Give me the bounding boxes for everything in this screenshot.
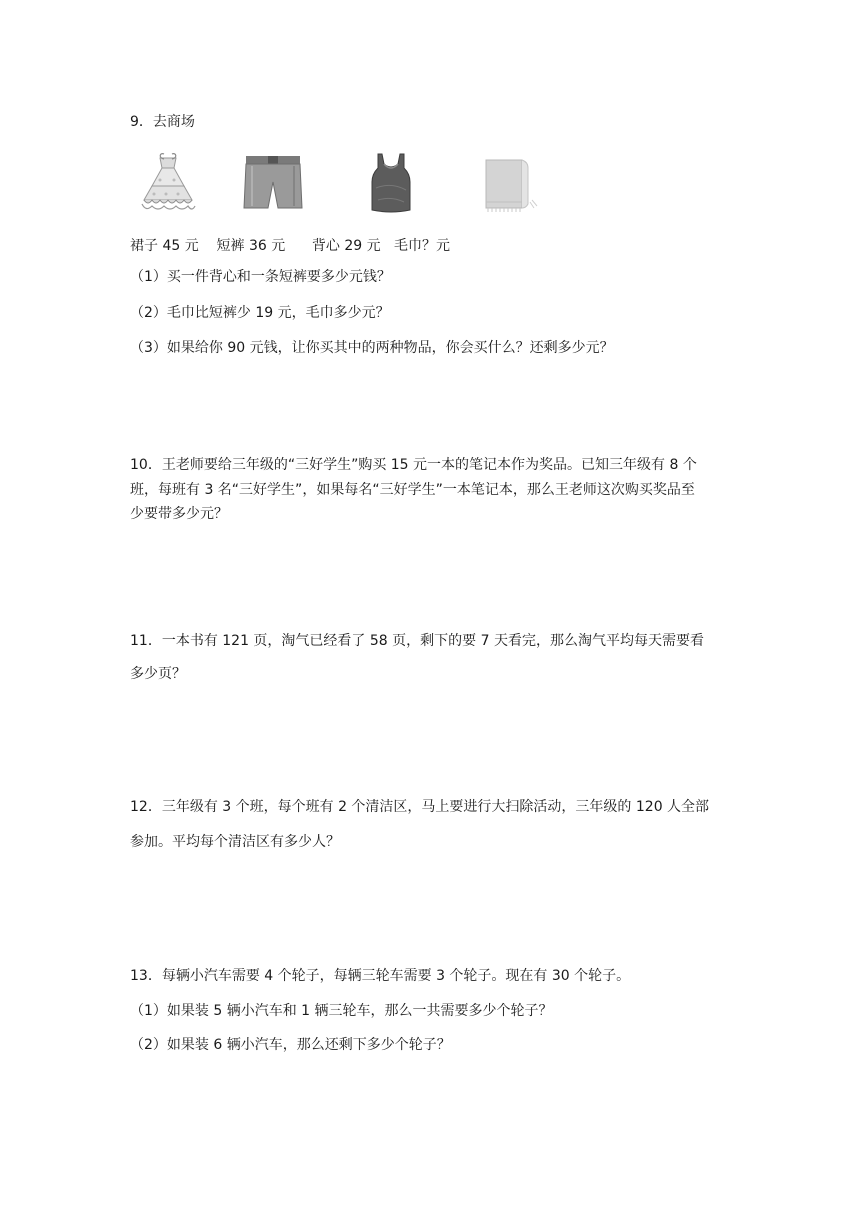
q13-title: 13．每辆小汽车需要 4 个轮子，每辆三轮车需要 3 个轮子。现在有 30 个轮子。: [130, 968, 631, 984]
towel-icon: [480, 152, 540, 216]
q11-line1: 11．一本书有 121 页，淘气已经看了 58 页，剩下的要 7 天看完，那么淘气平均每天需要看: [130, 633, 704, 649]
q9-sub1: （1）买一件背心和一条短裤要多少元钱？: [130, 269, 391, 285]
q10-line3: 少要带多少元？: [130, 506, 228, 522]
q9-sub3: （3）如果给你 90 元钱，让你买其中的两种物品，你会买什么？还剩多少元？: [130, 340, 614, 356]
product-pictures: [138, 152, 558, 220]
q13-sub1: （1）如果装 5 辆小汽车和 1 辆三轮车，那么一共需要多少个轮子？: [130, 1003, 553, 1019]
skirt-icon: [138, 152, 198, 216]
q9-title: 9．去商场: [130, 114, 195, 130]
q11-line2: 多少页？: [130, 666, 186, 682]
q9-sub2: （2）毛巾比短裤少 19 元，毛巾多少元？: [130, 305, 390, 321]
q10-line2: 班，每班有 3 名“三好学生”，如果每名“三好学生”一本笔记本，那么王老师这次购买奖品至: [130, 482, 695, 498]
q10-line1: 10．王老师要给三年级的“三好学生”购买 15 元一本的笔记本作为奖品。已知三年级有 8 个: [130, 457, 697, 473]
shorts-icon: [242, 152, 304, 216]
q12-line2: 参加。平均每个清洁区有多少人？: [130, 834, 340, 850]
vest-icon: [366, 152, 416, 216]
q12-line1: 12．三年级有 3 个班，每个班有 2 个清洁区，马上要进行大扫除活动，三年级的 120 人全部: [130, 799, 710, 815]
price-list: 裙子 45 元 短裤 36 元 背心 29 元 毛巾？元: [130, 238, 450, 254]
q13-sub2: （2）如果装 6 辆小汽车，那么还剩下多少个轮子？: [130, 1037, 451, 1053]
